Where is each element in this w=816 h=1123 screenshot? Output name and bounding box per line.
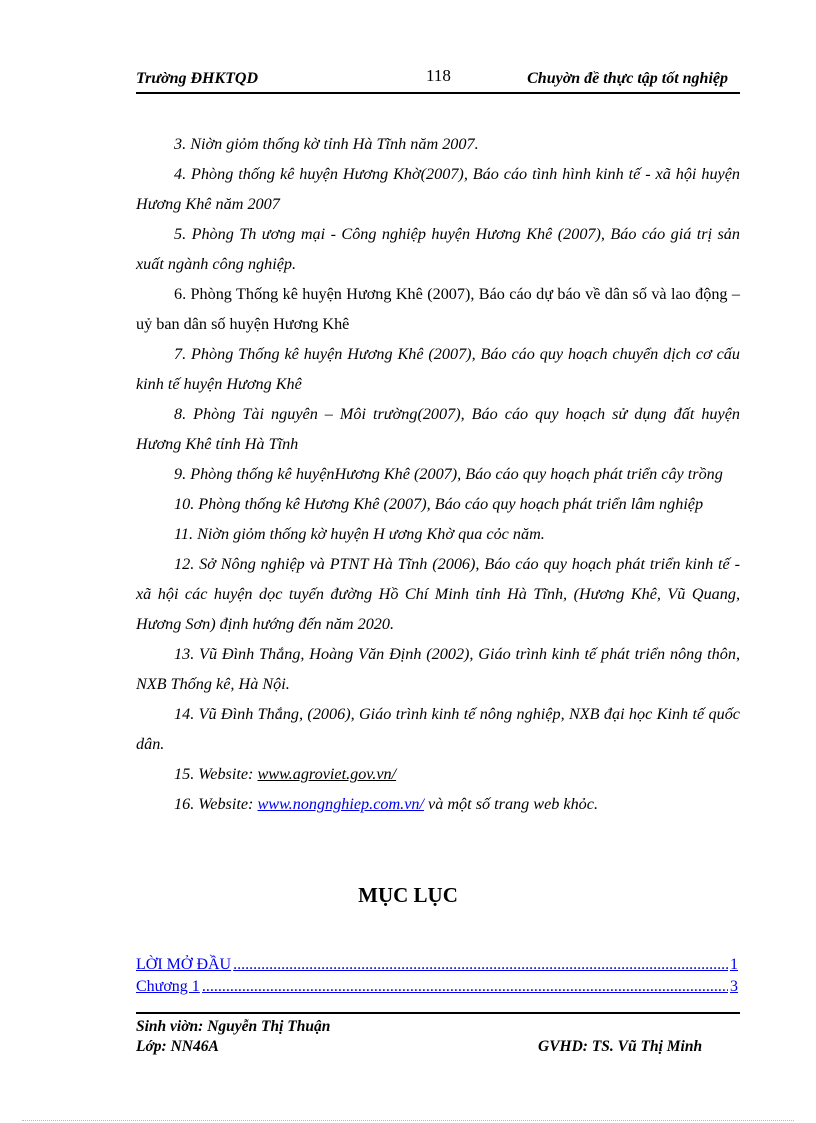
reference-item-website (136, 759, 740, 789)
student-name: Sinh viờn: Nguyễn Thị Thuận (136, 1018, 331, 1035)
page-bottom-divider (22, 1120, 794, 1121)
toc-entry-label[interactable]: Chương 1 (136, 978, 200, 995)
class-code: Lớp: NN46A (136, 1038, 219, 1055)
reference-item: 10. Phòng thống kê Hương Khê (2007), Báo cáo quy hoạch phát triển lâm nghiệp (174, 495, 704, 513)
advisor-name: GVHD: TS. Vũ Thị Minh (538, 1038, 703, 1055)
reference-prefix: 15. Website: (174, 765, 258, 783)
toc-leader-dots (202, 976, 728, 998)
reference-list (136, 129, 740, 819)
website-link-nongnghiep[interactable]: www.nongnghiep.com.vn/ (257, 795, 424, 813)
reference-item: 7. Phòng Thống kê huyện Hương Khê (2007), Báo cáo quy hoạch chuyển dịch cơ cấu kinh tế huyện Hương Khê (136, 345, 740, 393)
reference-item: 6. Phòng Thống kê huyện Hương Khê (2007), Báo cáo dự báo về dân số và lao động – uỷ ban dân số huyện Hương Khê (136, 285, 740, 333)
reference-item: 4. Phòng thống kê huyện Hương Khờ(2007), Báo cáo tình hình kinh tế - xã hội huyện Hương Khê năm 2007 (136, 165, 740, 213)
reference-item: 13. Vũ Đình Thắng, Hoàng Văn Định (2002), Giáo trình kinh tế phát triển nông thôn, NXB Thống kê, Hà Nội. (136, 645, 740, 693)
reference-item: 9. Phòng thống kê huyệnHương Khê (2007), Báo cáo quy hoạch phát triển cây trồng (174, 465, 723, 483)
toc-entry-intro[interactable] (136, 954, 738, 976)
reference-item: 5. Phòng Th ương mại - Công nghiệp huyện Hương Khê (2007), Báo cáo giá trị sản xuất ngành công nghiệp. (136, 225, 740, 273)
reference-suffix: và một số trang web khỏc. (424, 795, 598, 813)
reference-item-website (136, 789, 740, 819)
reference-item: 8. Phòng Tài nguyên – Môi trường(2007), Báo cáo quy hoạch sử dụng đất huyện Hương Khê tỉnh Hà Tĩnh (136, 405, 740, 453)
page-number: 118 (426, 66, 451, 85)
toc-entry-label[interactable]: LỜI MỞ ĐẦU (136, 956, 232, 973)
website-link-agroviet[interactable]: www.agroviet.gov.vn/ (257, 765, 397, 783)
school-name: Trường ĐHKTQD (136, 70, 259, 87)
reference-item: 3. Niờn giỏm thống kờ tỉnh Hà Tĩnh năm 2007. (174, 135, 479, 153)
toc-heading: MỤC LỤC (358, 883, 458, 907)
toc-leader-dots (233, 954, 728, 976)
reference-item: 12. Sở Nông nghiệp và PTNT Hà Tĩnh (2006), Báo cáo quy hoạch phát triển kinh tế - xã hội các huyện dọc tuyến đường Hồ Chí Minh tỉnh Hà Tĩnh, (Hương Khê, Vũ Quang, Hương Sơn) định hướng đến năm 2020. (136, 555, 740, 633)
toc-entry-chapter-1[interactable] (136, 976, 738, 998)
table-of-contents (136, 954, 738, 998)
toc-entry-page[interactable]: 1 (730, 956, 738, 973)
thesis-title: Chuyờn đề thực tập tốt nghiệp (527, 70, 728, 87)
toc-entry-page[interactable]: 3 (730, 978, 738, 995)
reference-item: 11. Niờn giỏm thống kờ huyện H ương Khờ qua cỏc năm. (174, 525, 545, 543)
page-footer (136, 1012, 740, 1055)
reference-item: 14. Vũ Đình Thắng, (2006), Giáo trình kinh tế nông nghiệp, NXB đại học Kinh tế quốc dân. (136, 705, 740, 753)
page-header (136, 66, 740, 94)
reference-prefix: 16. Website: (174, 795, 258, 813)
